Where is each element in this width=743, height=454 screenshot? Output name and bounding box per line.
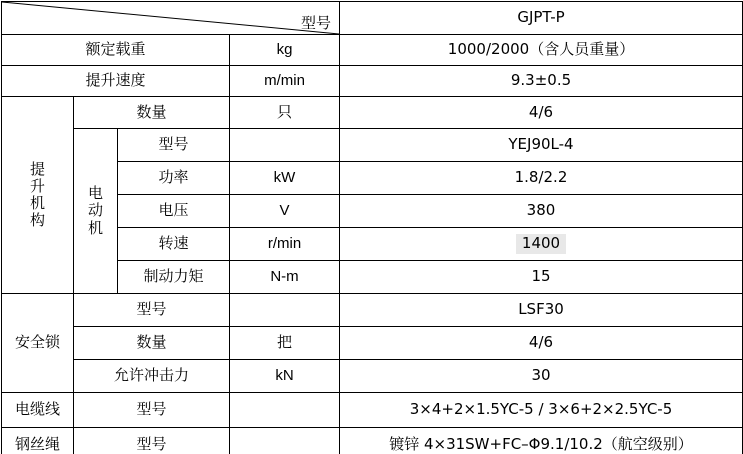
row-label-hoist-quantity: 数量	[74, 97, 230, 129]
row-label-motor-brake-torque: 制动力矩	[118, 261, 230, 294]
table-row	[2, 327, 743, 360]
table-row	[2, 294, 743, 327]
row-value-rated-load: 1000/2000（含人员重量）	[340, 35, 743, 66]
row-value-safety-lock-model: LSF30	[340, 294, 743, 327]
row-sublabel-wire-rope-model: 型号	[74, 428, 230, 454]
row-label-safety-lock-model: 型号	[74, 294, 230, 327]
group-label-char: 机	[87, 218, 103, 237]
group-label-char: 升	[29, 176, 45, 195]
header-product-model: GJPT-P	[340, 2, 743, 35]
row-unit-lifting-speed: m/min	[230, 66, 340, 97]
table-header-row	[2, 2, 743, 35]
row-value-safety-lock-impact: 30	[340, 360, 743, 393]
row-value-motor-voltage: 380	[340, 195, 743, 228]
row-value-safety-lock-quantity: 4/6	[340, 327, 743, 360]
group-label-motor	[74, 129, 118, 294]
row-label-wire-rope: 钢丝绳	[2, 428, 74, 454]
row-label-safety-lock-impact: 允许冲击力	[74, 360, 230, 393]
row-label-motor-model: 型号	[118, 129, 230, 162]
row-label-lifting-speed: 提升速度	[2, 66, 230, 97]
row-label-safety-lock-quantity: 数量	[74, 327, 230, 360]
row-unit-rated-load: kg	[230, 35, 340, 66]
row-label-motor-voltage: 电压	[118, 195, 230, 228]
row-value-lifting-speed: 9.3±0.5	[340, 66, 743, 97]
group-label-safety-lock: 安全锁	[2, 294, 74, 393]
table-row	[2, 97, 743, 129]
table-row	[2, 393, 743, 428]
row-value-motor-model: YEJ90L-4	[340, 129, 743, 162]
row-value-motor-speed-cell	[340, 228, 743, 261]
row-label-rated-load: 额定载重	[2, 35, 230, 66]
row-unit-hoist-quantity: 只	[230, 97, 340, 129]
row-value-motor-brake-torque: 15	[340, 261, 743, 294]
table-row	[2, 35, 743, 66]
group-label-char: 构	[29, 211, 45, 230]
header-model-label: 型号	[300, 13, 331, 32]
row-unit-cable	[230, 393, 340, 428]
row-unit-motor-brake-torque: N-m	[230, 261, 340, 294]
table-row	[2, 66, 743, 97]
row-unit-wire-rope	[230, 428, 340, 454]
row-unit-safety-lock-quantity: 把	[230, 327, 340, 360]
table-row	[2, 428, 743, 454]
row-unit-safety-lock-impact: kN	[230, 360, 340, 393]
header-diagonal-cell	[2, 2, 340, 35]
row-label-motor-speed: 转速	[118, 228, 230, 261]
row-value-cable: 3×4+2×1.5YC-5 / 3×6+2×2.5YC-5	[340, 393, 743, 428]
group-label-char: 机	[29, 194, 45, 212]
row-unit-motor-speed: r/min	[230, 228, 340, 261]
row-unit-motor-model	[230, 129, 340, 162]
row-sublabel-cable-model: 型号	[74, 393, 230, 428]
row-value-motor-power: 1.8/2.2	[340, 162, 743, 195]
group-label-hoist-mechanism	[2, 97, 74, 294]
row-unit-motor-voltage: V	[230, 195, 340, 228]
table-row	[2, 129, 743, 162]
row-value-wire-rope: 镀锌 4×31SW+FC–Φ9.1/10.2（航空级别）	[340, 428, 743, 454]
group-label-char: 电	[87, 184, 103, 203]
diagonal-line-icon	[2, 2, 339, 34]
specification-table	[1, 1, 743, 454]
row-label-motor-power: 功率	[118, 162, 230, 195]
group-label-char: 提	[29, 159, 45, 178]
table-row	[2, 360, 743, 393]
row-value-hoist-quantity: 4/6	[340, 97, 743, 129]
row-unit-safety-lock-model	[230, 294, 340, 327]
row-value-motor-speed: 1400	[516, 234, 566, 253]
row-label-cable: 电缆线	[2, 393, 74, 428]
row-unit-motor-power: kW	[230, 162, 340, 195]
group-label-char: 动	[87, 201, 103, 220]
